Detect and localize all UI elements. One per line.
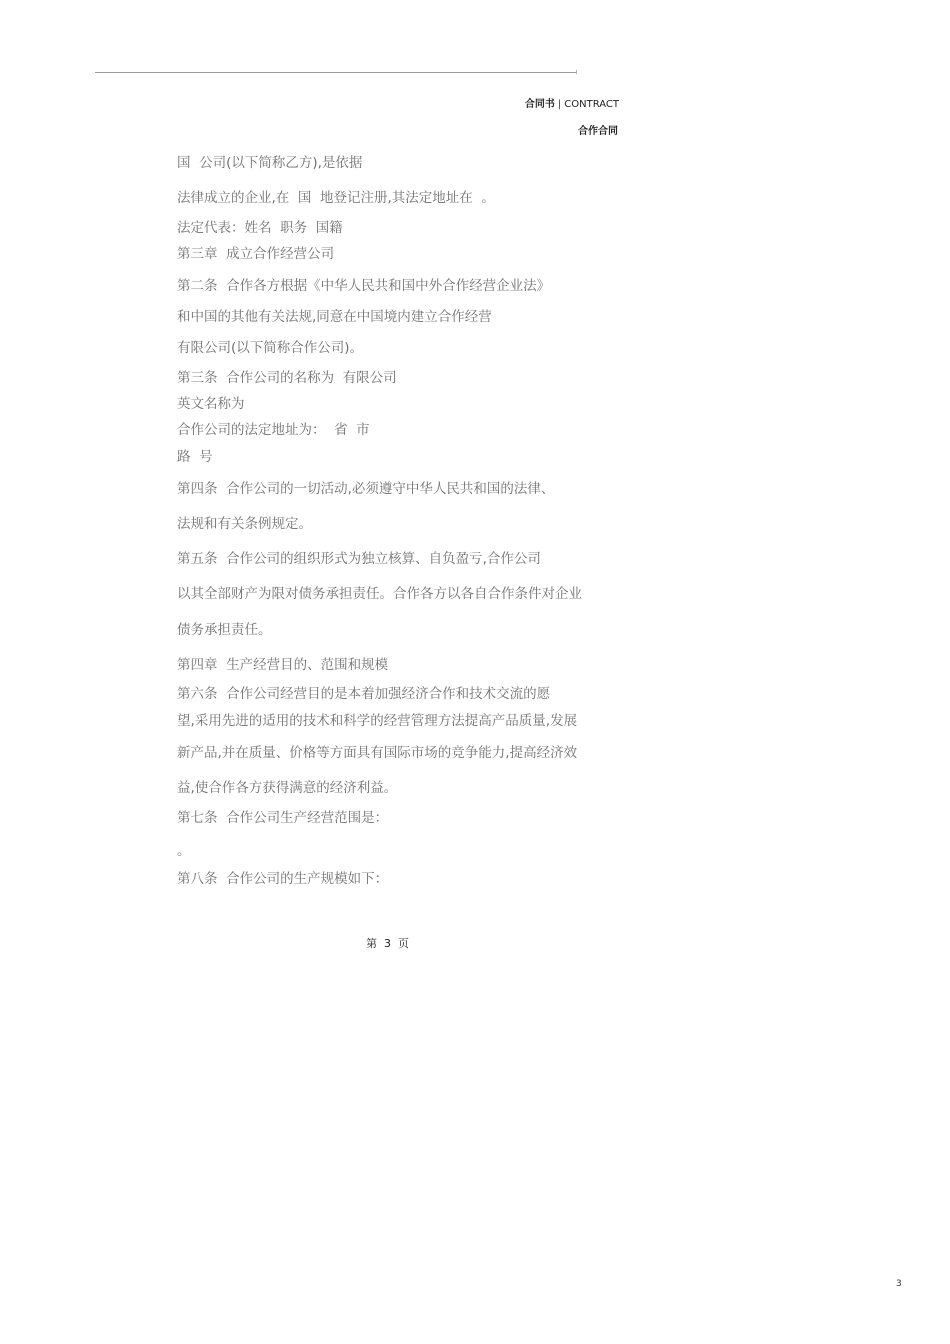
body-line: 和中国的其他有关法规,同意在中国境内建立合作经营 [177, 309, 492, 325]
article-line: 第七条 合作公司生产经营范围是： [177, 810, 389, 826]
article-line: 第八条 合作公司的生产规模如下： [177, 871, 389, 887]
header-subtitle: 合作合同 [578, 126, 618, 137]
article-line: 第六条 合作公司经营目的是本着加强经济合作和技术交流的愿 [177, 686, 551, 702]
body-line: 英文名称为 [177, 396, 245, 412]
body-line: 益,使合作各方获得满意的经济利益。 [177, 780, 398, 796]
document-header [525, 95, 619, 110]
chapter-heading: 第四章 生产经营目的、范围和规模 [177, 657, 389, 673]
article-line: 第三条 合作公司的名称为 有限公司 [177, 370, 397, 386]
body-line: 法规和有关条例规定。 [177, 516, 312, 532]
body-line: 望,采用先进的适用的技术和科学的经营管理方法提高产品质量,发展 [177, 713, 578, 729]
body-line: 新产品,并在质量、价格等方面具有国际市场的竞争能力,提高经济效 [177, 745, 578, 761]
page-number-corner: 3 [896, 1279, 902, 1289]
body-line: 。 [177, 843, 191, 859]
body-line: 有限公司(以下简称合作公司)。 [177, 340, 364, 356]
chapter-heading: 第三章 成立合作经营公司 [177, 246, 335, 262]
page-number-label: 第 3 页 [366, 937, 409, 950]
header-rule-end-mark [576, 70, 577, 74]
header-rule [95, 72, 577, 73]
body-line: 债务承担责任。 [177, 622, 272, 638]
header-title-en: CONTRACT [564, 99, 619, 110]
body-line: 法律成立的企业,在 国 地登记注册,其法定地址在 。 [177, 190, 495, 206]
body-line: 合作公司的法定地址为： 省 市 [177, 422, 370, 438]
header-title-cn: 合同书 [524, 99, 555, 110]
article-line: 第四条 合作公司的一切活动,必须遵守中华人民共和国的法律、 [177, 481, 555, 497]
body-line: 以其全部财产为限对债务承担责任。合作各方以各自合作条件对企业 [177, 586, 582, 602]
body-line: 路 号 [177, 449, 213, 465]
header-separator: | [557, 99, 562, 110]
article-line: 第五条 合作公司的组织形式为独立核算、自负盈亏,合作公司 [177, 551, 541, 567]
body-line: 法定代表：姓名 职务 国籍 [177, 220, 343, 236]
body-line: 国 公司(以下简称乙方),是依据 [177, 155, 363, 171]
article-line: 第二条 合作各方根据《中华人民共和国中外合作经营企业法》 [177, 278, 551, 294]
